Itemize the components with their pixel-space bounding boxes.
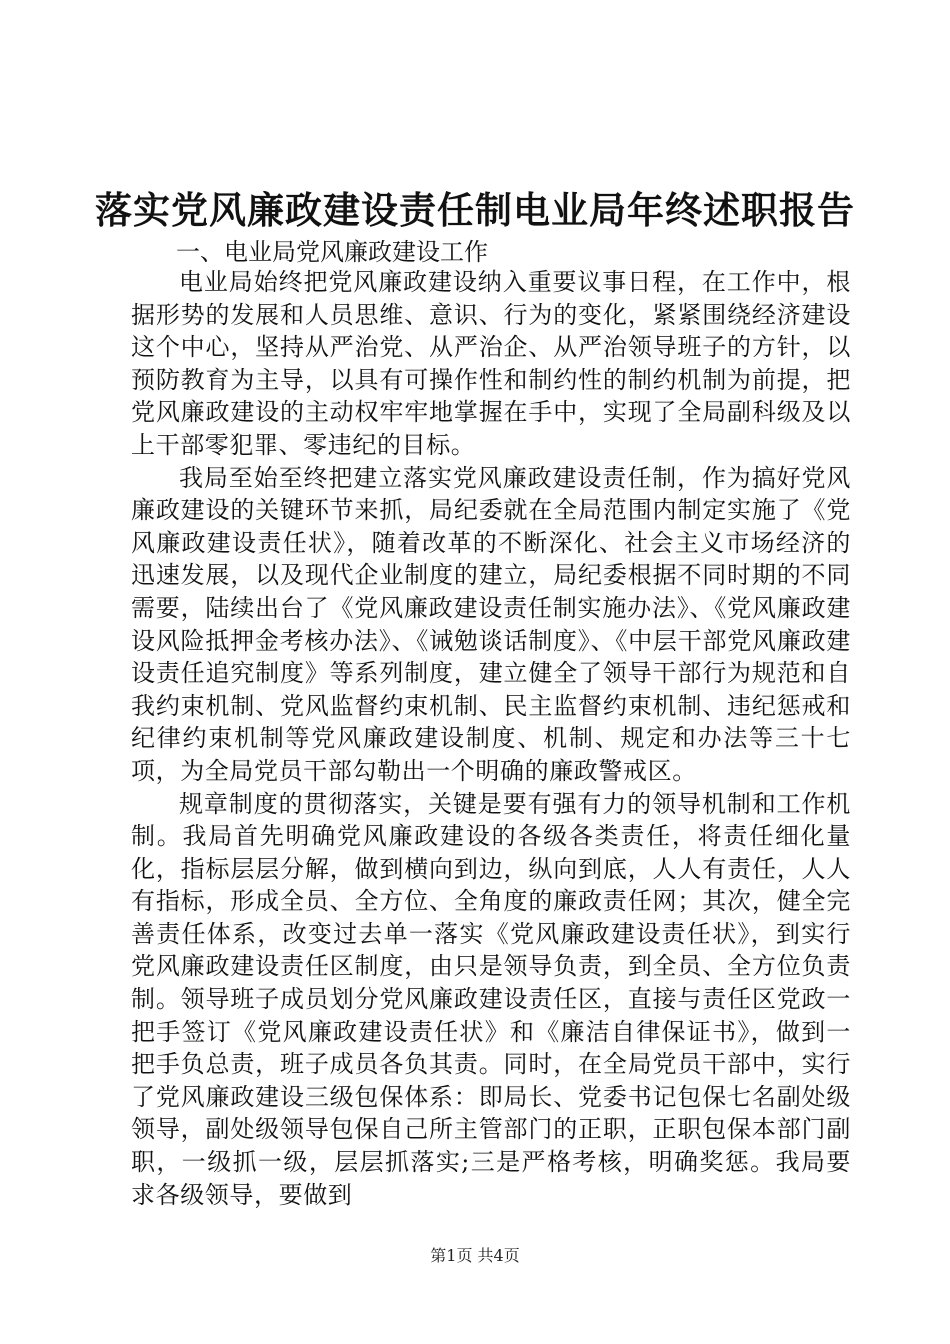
document-body [131, 266, 851, 1211]
paragraph: 电业局始终把党风廉政建设纳入重要议事日程，在工作中，根据形势的发展和人员思维、意识、行为的变化，紧紧围绕经济建设这个中心，坚持从严治党、从严治企、从严治领导班子的方针，以预防教育为主导，以具有可操作性和制约性的制约机制为前提，把党风廉政建设的主动权牢牢地掌握在手中，实现了全局副科级及以上干部零犯罪、零违纪的目标。 [131, 268, 851, 459]
paragraph: 规章制度的贯彻落实，关键是要有强有力的领导机制和工作机制。我局首先明确党风廉政建设的各级各类责任，将责任细化量化，指标层层分解，做到横向到边，纵向到底，人人有责任，人人有指标，形成全员、全方位、全角度的廉政责任网；其次，健全完善责任体系，改变过去单一落实《党风廉政建设责任状》，到实行党风廉政建设责任区制度，由只是领导负责，到全员、全方位负责制。领导班子成员划分党风廉政建设责任区，直接与责任区党政一把手签订《党风廉政建设责任状》和《廉洁自律保证书》，做到一把手负总责，班子成员各负其责。同时，在全局党员干部中，实行了党风廉政建设三级包保体系：即局长、党委书记包保七名副处级领导，副处级领导包保自己所主管部门的正职，正职包保本部门副职，一级抓一级，层层抓落实;三是严格考核，明确奖惩。我局要求各级领导，要做到 [131, 789, 851, 1209]
document-title: 落实党风廉政建设责任制电业局年终述职报告 [95, 188, 855, 232]
section-heading: 一、电业局党风廉政建设工作 [176, 238, 488, 266]
paragraph: 我局至始至终把建立落实党风廉政建设责任制，作为搞好党风廉政建设的关键环节来抓，局纪委就在全局范围内制定实施了《党风廉政建设责任状》，随着改革的不断深化、社会主义市场经济的迅速发展，以及现代企业制度的建立，局纪委根据不同时期的不同需要，陆续出台了《党风廉政建设责任制实施办法》、《党风廉政建设风险抵押金考核办法》、《诫勉谈话制度》、《中层干部党风廉政建设责任追究制度》等系列制度，建立健全了领导干部行为规范和自我约束机制、党风监督约束机制、民主监督约束机制、违纪惩戒和纪律约束机制等党风廉政建设制度、机制、规定和办法等三十七项，为全局党员干部勾勒出一个明确的廉政警戒区。 [131, 463, 851, 785]
page-footer: 第1页 共4页 [430, 1246, 520, 1265]
